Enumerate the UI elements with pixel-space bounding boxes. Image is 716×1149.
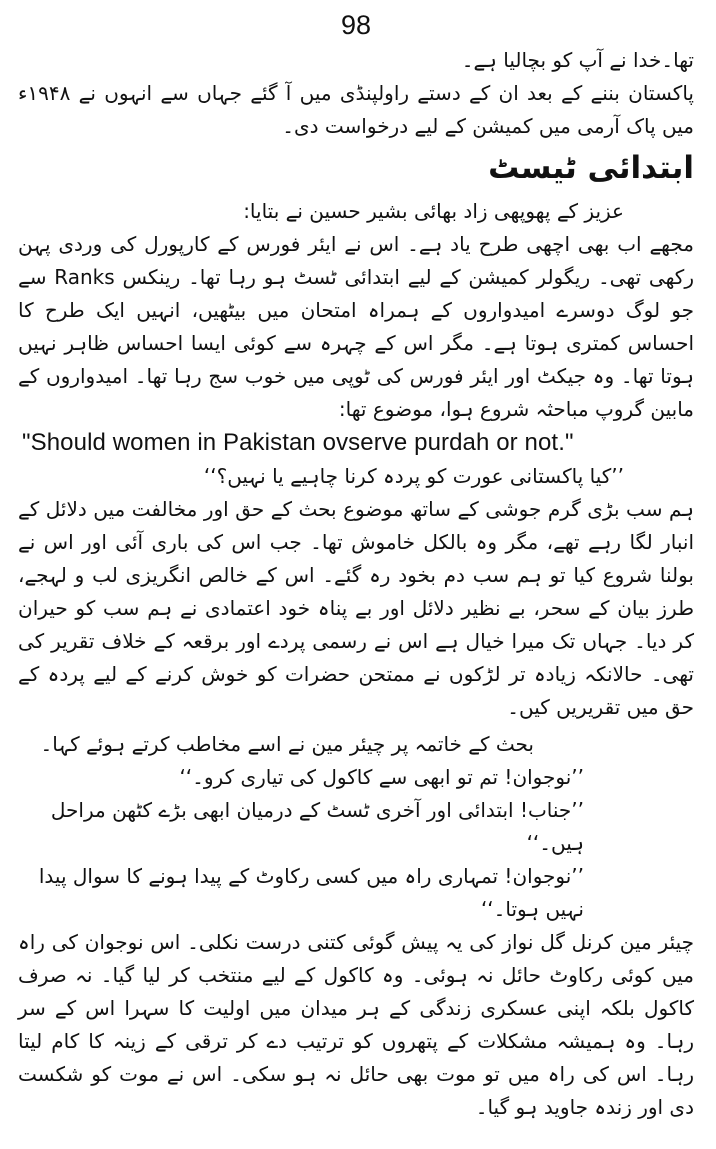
narrator-line: عزیز کے پھوپھی زاد بھائی بشیر حسین نے بتایا: (243, 199, 624, 223)
dialogue-line-3: ’’نوجوان! تمہاری راہ میں کسی رکاوٹ کے پیدا ہونے کا سوال پیدا نہیں ہوتا۔‘‘ (38, 864, 584, 921)
paragraph-final: چیئر مین کرنل گل نواز کی یہ پیش گوئی کتنی درست نکلی۔ اس نوجوان کی راہ میں کوئی رکاوٹ حائل نہ ہوئی۔ وہ کاکول کے لیے منتخب کر لیا گیا۔ نہ صرف کاکول بلکہ اپنی عسکری زندگی کے ہر میدان میں اولیت کا سہرا اس کے سر رہا۔ وہ ہمیشہ مشکلات کے پتھروں کو ترتیب دے کر ترقی کے زینہ کا کام لیتا رہا۔ اس کی راہ میں تو موت بھی حائل نہ ہو سکی۔ اس نے موت کو شکست دی اور زندہ جاوید ہو گیا۔ (18, 930, 694, 1119)
urdu-quote: ’’کیا پاکستانی عورت کو پردہ کرنا چاہیے یا نہیں؟‘‘ (203, 464, 624, 488)
paragraph-intro-2: پاکستان بننے کے بعد ان کے دستے راولپنڈی میں آ گئے جہاں سے انہوں نے ۱۹۴۸ء میں پاک آرمی میں کمیشن کے لیے درخواست دی۔ (18, 81, 694, 138)
page-body (18, 44, 694, 1124)
paragraph-main: مجھے اب بھی اچھی طرح یاد ہے۔ اس نے ایئر فورس کے کارپورل کی وردی پہن رکھی تھی۔ ریگولر کمیشن کے لیے ابتدائی ٹسٹ ہو رہا تھا۔ رینکس Ranks سے جو لوگ دوسرے امیدواروں کے ہمراہ امتحان میں بیٹھیں، انہیں ایک طرح کا احساس کمتری ہوتا ہے۔ مگر اس کے چہرہ سے کوئی ایسا احساس ظاہر نہیں ہوتا تھا۔ وہ جیکٹ اور ایئر فورس کی ٹوپی میں خوب سج رہا تھا۔ امیدواروں کے مابین گروپ مباحثہ شروع ہوا، موضوع تھا: (18, 232, 694, 421)
dialogue-line-1: ’’نوجوان! تم تو ابھی سے کاکول کی تیاری کرو۔‘‘ (179, 765, 584, 789)
paragraph-intro-1: تھا۔خدا نے آپ کو بچالیا ہے۔ (461, 48, 694, 72)
section-heading: ابتدائی ٹیسٹ (488, 150, 694, 186)
english-quote: "Should women in Pakistan ovserve purdah or not." (22, 429, 574, 456)
paragraph-debate: ہم سب بڑی گرم جوشی کے ساتھ موضوع بحث کے حق اور مخالفت میں دلائل کے انبار لگا رہے تھے، مگر وہ بالکل خاموش تھا۔ جب اس کی باری آئی اور اس نے بولنا شروع کیا تو ہم سب دم بخود رہ گئے۔ اس کے خالص انگریزی لب و لہجے، طرز بیان کے سحر، بے نظیر دلائل اور بے پناہ خود اعتمادی نے ہم سب کو حیران کر دیا۔ جہاں تک میرا خیال ہے اس نے رسمی پردے اور برقعہ کے خلاف تقریر کی تھی۔ حالانکہ زیادہ تر لڑکوں نے ممتحن حضرات کو خوش کرنے کے لیے پردہ کے حق میں تقریریں کیں۔ (18, 497, 694, 719)
dialogue-line-2: ’’جناب! ابتدائی اور آخری ٹسٹ کے درمیان ابھی بڑے کٹھن مراحل ہیں۔‘‘ (50, 798, 584, 855)
page-number: 98 (340, 10, 372, 40)
chairman-line: بحث کے خاتمہ پر چیئر مین نے اسے مخاطب کرتے ہوئے کہا۔ (40, 732, 534, 756)
